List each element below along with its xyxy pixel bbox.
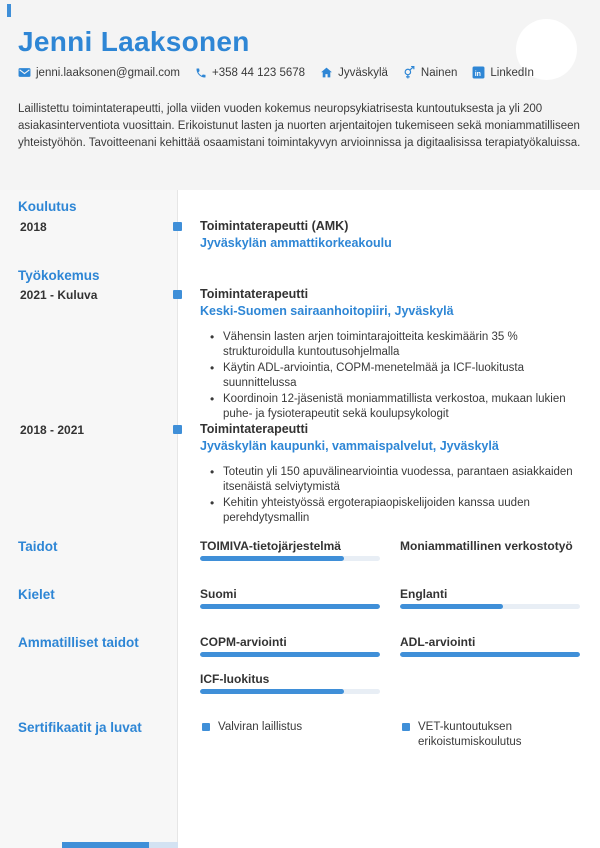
professional-skill-bar: [200, 652, 380, 657]
professional-skill-bar: [400, 652, 580, 657]
language-label: Englanti: [400, 587, 448, 601]
page-cut-marker-fill: [62, 842, 149, 848]
contact-linkedin[interactable]: [472, 66, 533, 79]
professional-skill-label: ADL-arviointi: [400, 635, 476, 649]
section-heading-certificates: Sertifikaatit ja luvat: [18, 720, 142, 735]
page-title: Jenni Laaksonen: [18, 26, 250, 57]
job2-bullet: • Toteutin yli 150 apuvälinearviointia vuodessa, parantaen asiakkaiden itsenäistä selviytymistä: [223, 465, 589, 495]
job2-title: Toimintaterapeutti: [200, 422, 309, 436]
contact-email-label: jenni.laaksonen@gmail.com: [36, 66, 180, 79]
timeline-marker: [173, 222, 182, 231]
professional-skill-label: ICF-luokitus: [200, 672, 270, 686]
job1-period: 2021 - Kuluva: [20, 288, 98, 302]
page-cut-marker-top: [7, 4, 11, 17]
certificate-item: VET-kuntoutuksen erikoistumiskoulutus: [418, 721, 522, 748]
certificate-item: Valviran laillistus: [218, 721, 303, 733]
certificate-bullet-icon: [402, 723, 410, 731]
skill-label: Moniammatillinen verkostotyö: [400, 539, 573, 553]
svg-text:in: in: [475, 70, 482, 78]
contact-phone-label: +358 44 123 5678: [212, 66, 306, 79]
job2-bullet: • Kehitin yhteistyössä ergoterapiaopiskelijoiden kanssa uuden perehdytysmallin: [223, 496, 589, 526]
linkedin-icon: [472, 66, 485, 79]
professional-skill-bar: [200, 689, 380, 694]
phone-icon: [195, 67, 207, 79]
skill-label: TOIMIVA-tietojärjestelmä: [200, 539, 341, 553]
language-bar-fill: [200, 604, 380, 609]
language-bar-fill: [400, 604, 503, 609]
contact-email[interactable]: [18, 66, 180, 79]
job1-title: Toimintaterapeutti: [200, 287, 309, 301]
job2-bullet-list: [223, 465, 589, 527]
timeline-divider: [177, 190, 178, 848]
section-heading-education: Koulutus: [18, 199, 77, 214]
timeline-marker: [173, 290, 182, 299]
education-period: 2018: [20, 220, 47, 234]
education-title: Toimintaterapeutti (AMK): [200, 219, 349, 233]
professional-skill-bar-fill: [200, 689, 344, 694]
job1-bullet-list: [223, 330, 589, 423]
contact-row: [18, 66, 534, 79]
professional-skill-bar-fill: [200, 652, 380, 657]
professional-skill-bar-fill: [400, 652, 580, 657]
contact-linkedin-label: LinkedIn: [490, 66, 534, 79]
section-heading-languages: Kielet: [18, 587, 55, 602]
job1-bullet: • Koordinoin 12-jäsenistä moniammatillista verkostoa, mukaan lukien puhe- ja fysioterapeutit sekä koulupsykologit: [223, 392, 589, 422]
contact-location-label: Jyväskylä: [338, 66, 388, 79]
professional-skill-label: COPM-arviointi: [200, 635, 287, 649]
language-bar: [200, 604, 380, 609]
section-heading-professional-skills: Ammatilliset taidot: [18, 635, 139, 650]
contact-gender: [403, 66, 457, 79]
home-icon: [320, 66, 333, 79]
section-heading-experience: Työkokemus: [18, 268, 100, 283]
skill-bar: [200, 556, 380, 561]
language-bar: [400, 604, 580, 609]
email-icon: [18, 66, 31, 79]
job2-organization: Jyväskylän kaupunki, vammaispalvelut, Jyväskylä: [200, 439, 499, 453]
contact-gender-label: Nainen: [420, 66, 458, 79]
contact-phone: [195, 67, 305, 79]
contact-location: [320, 66, 388, 79]
gender-icon: [403, 66, 416, 79]
certificate-bullet-icon: [202, 723, 210, 731]
job1-bullet: • Vähensin lasten arjen toimintarajoitteita keskimäärin 35 % strukturoidulla kuntoutusohjelmalla: [223, 330, 589, 360]
education-organization: Jyväskylän ammattikorkeakoulu: [200, 236, 392, 250]
job2-period: 2018 - 2021: [20, 423, 85, 437]
page-cut-marker-bottom: [62, 842, 178, 848]
job1-organization: Keski-Suomen sairaanhoitopiiri, Jyväskylä: [200, 304, 454, 318]
section-heading-skills: Taidot: [18, 539, 58, 554]
job1-bullet: • Käytin ADL-arviointia, COPM-menetelmää ja ICF-luokitusta suunnittelussa: [223, 361, 589, 391]
timeline-marker: [173, 425, 182, 434]
language-label: Suomi: [200, 587, 237, 601]
profile-summary: Laillistettu toimintaterapeutti, jolla viiden vuoden kokemus neuropsykiatrisesta kuntoutuksesta ja yli 200 asiakasinterventiota vuosittain. Erikoistunut lasten ja nuorten arjentaitojen tukemiseen sekä moniammatilliseen yhteistyöhön. Tavoitteenani kehittää osaamistani toimintakyvyn arvioinnissa ja digitaalisissa terapiatyökaluissa.: [18, 103, 581, 149]
skill-bar-fill: [200, 556, 344, 561]
